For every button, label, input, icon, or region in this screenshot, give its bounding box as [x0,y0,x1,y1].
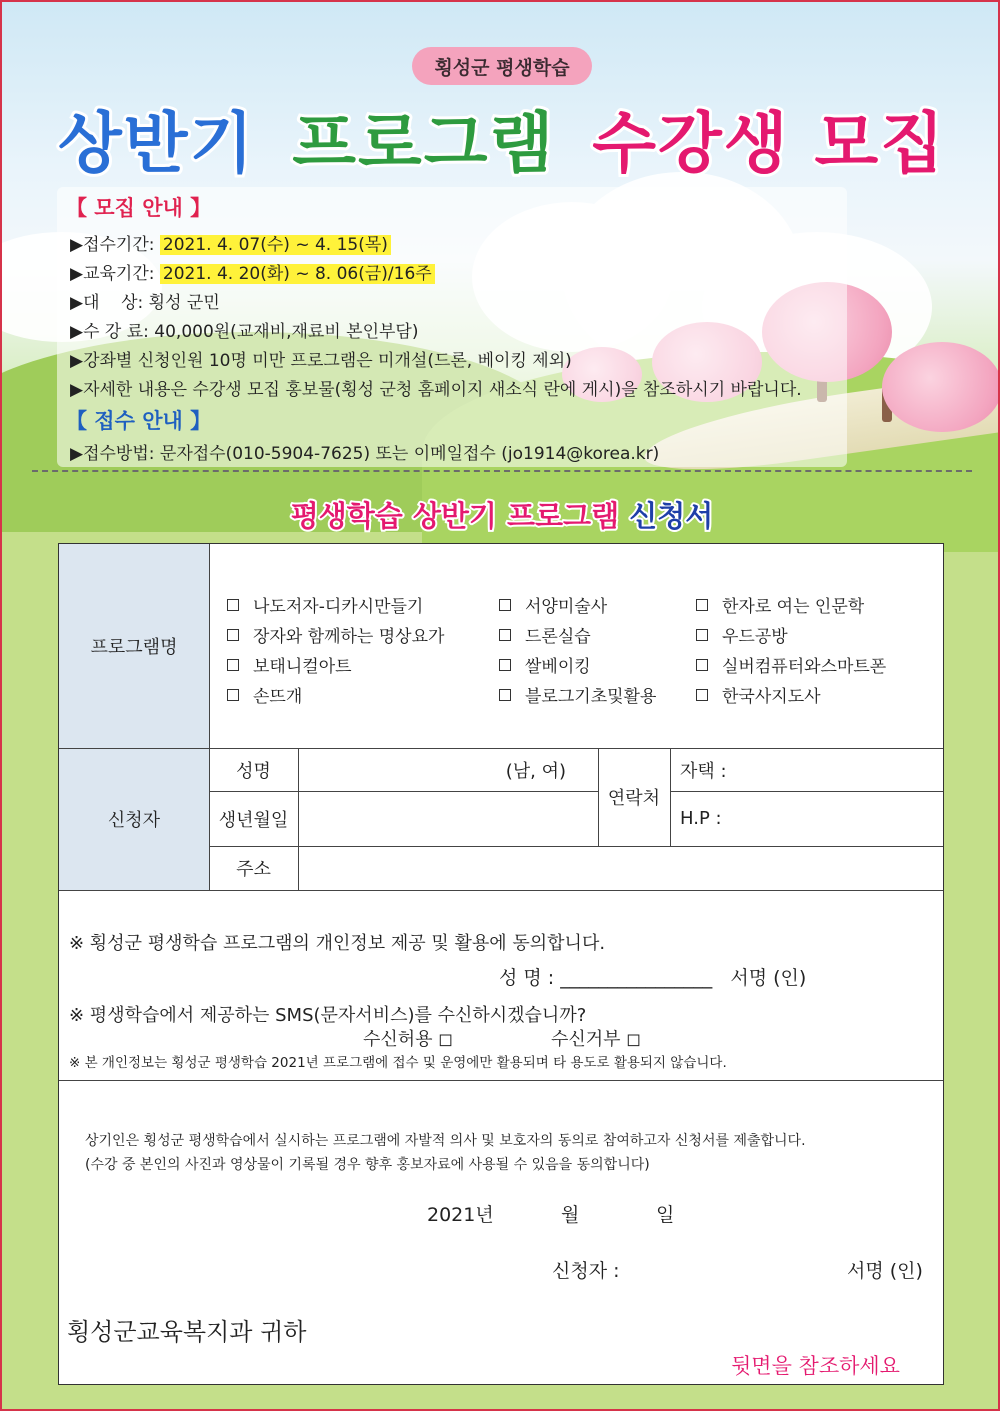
note-line-1: ▶강좌별 신청인원 10명 미만 프로그램은 미개설(드론, 베이킹 제외) [70,351,572,371]
program-option[interactable]: 드론실습 [499,622,591,647]
checkbox-icon[interactable] [696,599,708,611]
sms-question: ※ 평생학습에서 제공하는 SMS(문자서비스)를 수신하시겠습니까? [69,1005,587,1026]
back-side-note: 뒷면을 참조하세요 [731,1354,900,1378]
declaration-text: 상기인은 횡성군 평생학습에서 실시하는 프로그램에 자발적 의사 및 보호자의 동의로 참여하고자 신청서를 제출합니다. [85,1133,806,1149]
addressee: 횡성군교육복지과 귀하 [67,1318,307,1346]
checkbox-icon[interactable] [499,629,511,641]
declaration-note: (수강 중 본인의 사진과 영상물이 기록될 경우 향후 홍보자료에 사용될 수 있음을 동의합니다) [85,1157,650,1173]
name-field[interactable] [298,748,598,791]
applicant-label: 신청자 [59,748,209,890]
period-highlight: 2021. 4. 07(수) ~ 4. 15(목) [160,235,391,255]
address-label: 주소 [236,859,271,880]
checkbox-icon[interactable] [696,659,708,671]
form-title: 평생학습 상반기 프로그램 신청서 [290,499,714,533]
title-part-3: 수강생 모집 [592,105,947,182]
title-part-2: 프로그램 [292,105,556,182]
checkbox-icon[interactable] [499,659,511,671]
program-option[interactable]: 보태니컬아트 [227,652,352,677]
checkbox-icon[interactable] [227,629,239,641]
checkbox-icon[interactable] [227,659,239,671]
program-option[interactable]: 블로그기초및활용 [499,682,656,707]
program-label: 프로그램명 [59,544,209,748]
application-form [58,543,944,1385]
program-option[interactable]: 서양미술사 [499,592,607,617]
home-phone-field[interactable]: 자택 : [680,760,727,782]
checkbox-icon[interactable] [696,629,708,641]
applicant-sign-label[interactable]: 신청자 : [552,1260,620,1282]
program-option[interactable]: 손뜨개 [227,682,302,707]
birth-field[interactable] [298,791,598,846]
gender-choice[interactable]: (남, 여) [505,760,566,782]
program-option[interactable]: 쌀베이킹 [499,652,591,677]
birth-label: 생년월일 [218,809,289,831]
note-line-2: ▶자세한 내용은 수강생 모집 홍보물(횡성 군청 홈페이지 새소식 란에 게시)을 참조하시기 바랍니다. [70,380,802,400]
checkbox-icon[interactable] [499,689,511,701]
checkbox-icon[interactable] [227,599,239,611]
date-month[interactable]: 월 [561,1204,580,1226]
target-line: ▶대 상: 횡성 군민 [70,293,220,313]
sms-allow-option[interactable]: 수신허용 ◻ [363,1029,454,1050]
receipt-method: ▶접수방법: 문자접수(010-5904-7625) 또는 이메일접수 (jo1914@korea.kr) [70,444,660,464]
privacy-note: ※ 본 개인정보는 횡성군 평생학습 2021년 프로그램에 접수 및 운영에만 활용되며 타 용도로 활용되지 않습니다. [69,1055,727,1071]
cut-line [32,470,972,472]
program-option[interactable]: 한자로 여는 인문학 [696,592,864,617]
program-option[interactable]: 한국사지도사 [696,682,821,707]
receipt-heading: 【 접수 안내 】 [66,409,212,433]
recruit-period: ▶접수기간: 2021. 4. 07(수) ~ 4. 15(목) [70,230,391,255]
date-year: 2021년 [427,1204,494,1226]
name-label: 성명 [236,760,271,782]
program-option[interactable]: 우드공방 [696,622,788,647]
title-part-1: 상반기 [57,105,256,182]
program-option[interactable]: 나도저자-디카시만들기 [227,592,423,617]
organizer-badge: 횡성군 평생학습 [412,47,592,85]
recruit-heading: 【 모집 안내 】 [66,196,212,220]
fee-line: ▶수 강 료: 40,000원(교재비,재료비 본인부담) [70,322,419,342]
edu-highlight: 2021. 4. 20(화) ~ 8. 06(금)/16주 [160,264,435,284]
sms-deny-option[interactable]: 수신거부 ◻ [551,1029,642,1050]
education-period: ▶교육기간: 2021. 4. 20(화) ~ 8. 06(금)/16주 [70,259,435,284]
consent-statement: ※ 횡성군 평생학습 프로그램의 개인정보 제공 및 활용에 동의합니다. [69,933,606,954]
consent-signature[interactable]: 성 명 : ________________ 서명 (인) [499,967,807,989]
mobile-field[interactable]: H.P : [680,808,722,829]
date-day[interactable]: 일 [656,1204,675,1226]
address-field[interactable] [298,846,943,890]
checkbox-icon[interactable] [499,599,511,611]
page-title [2,90,1000,185]
cherry-tree-illustration [882,342,1000,432]
program-option[interactable]: 실버컴퓨터와스마트폰 [696,652,886,677]
checkbox-icon[interactable] [696,689,708,701]
program-option[interactable]: 장자와 함께하는 명상요가 [227,622,444,647]
applicant-signature[interactable]: 서명 (인) [847,1260,923,1282]
contact-label: 연락처 [607,788,661,809]
checkbox-icon[interactable] [227,689,239,701]
